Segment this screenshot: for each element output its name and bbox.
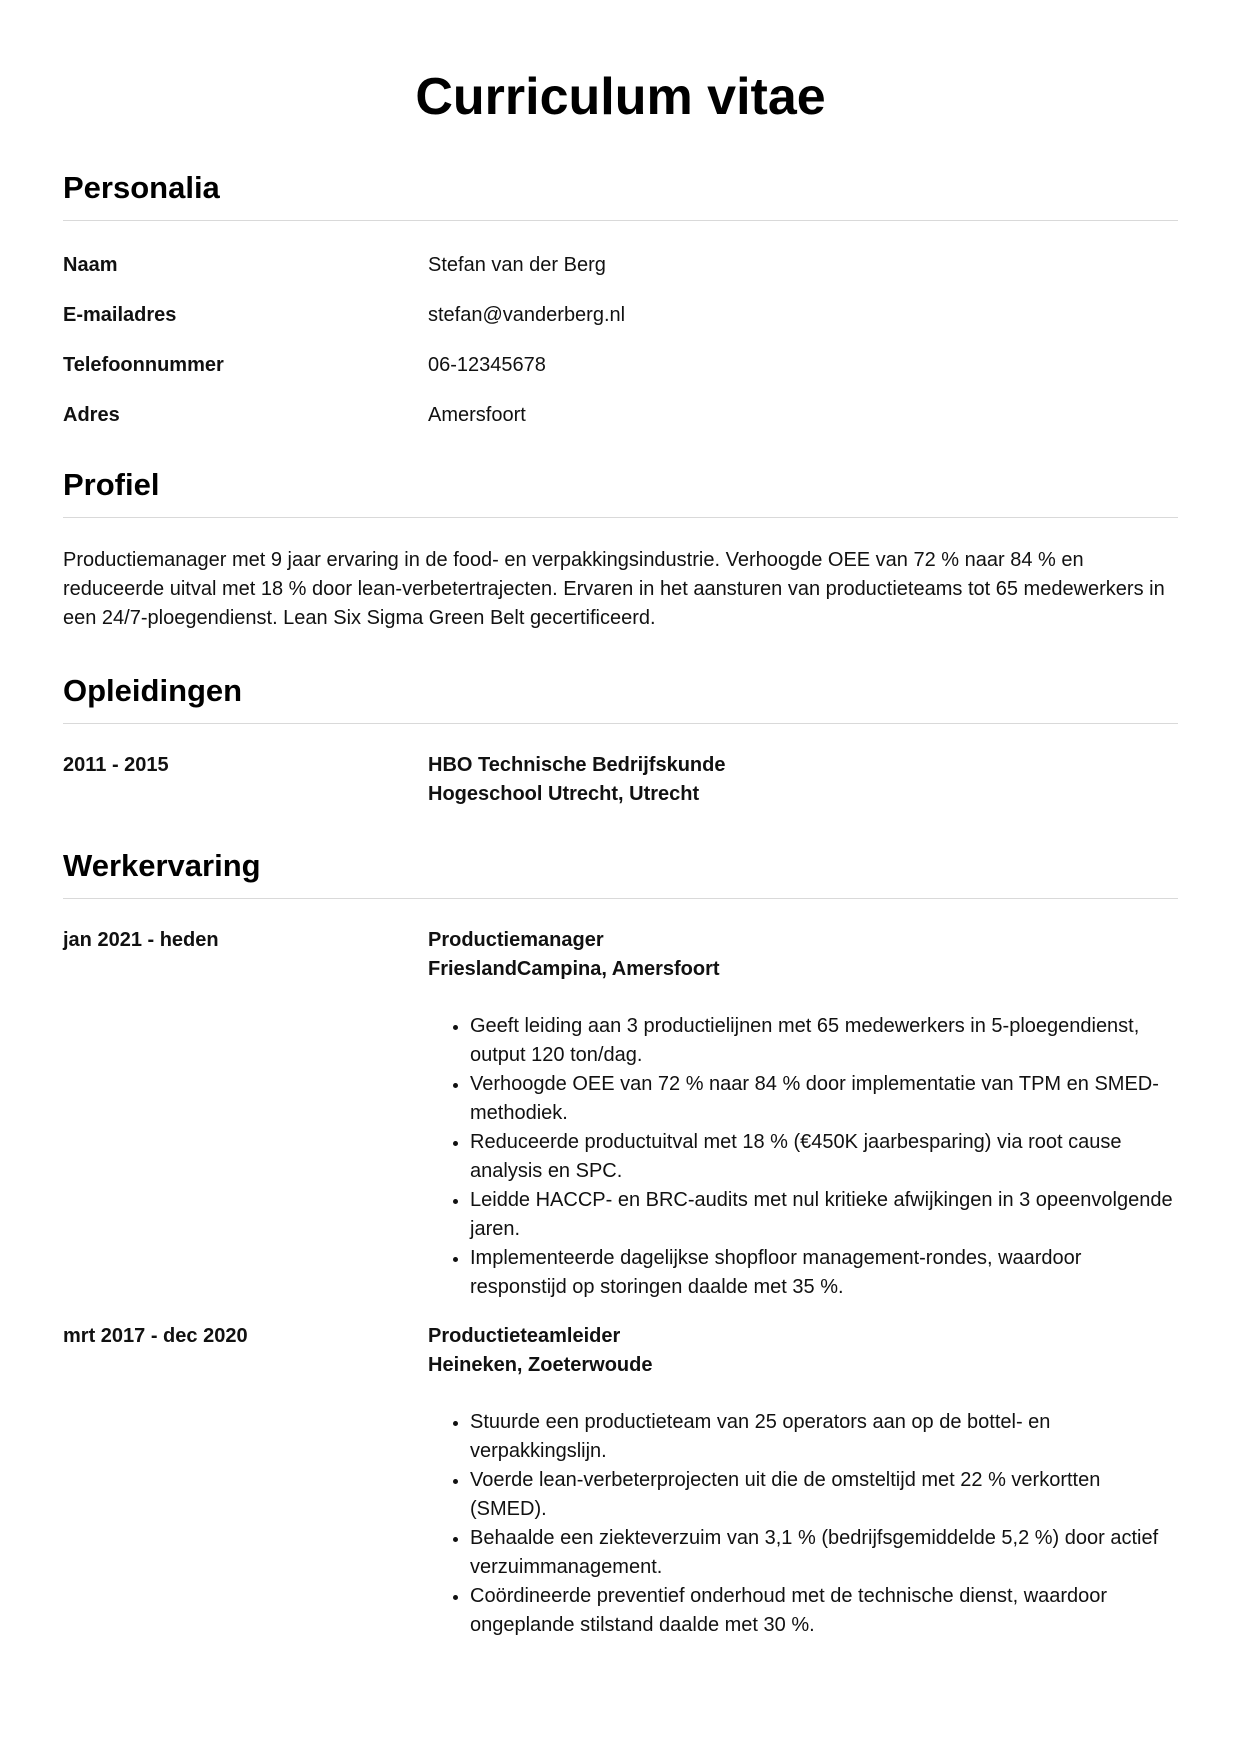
work-company: FrieslandCampina, Amersfoort	[428, 958, 720, 980]
section-personalia	[63, 169, 1178, 440]
work-bullet: • Verhoogde OEE van 72 % naar 84 % door implementatie van TPM en SMED-methodiek.	[470, 1070, 1178, 1128]
work-period: mrt 2017 - dec 2020	[63, 1325, 248, 1347]
section-heading-werkervaring: Werkervaring	[63, 847, 1178, 899]
section-heading-opleidingen: Opleidingen	[63, 672, 1178, 724]
section-profiel	[63, 466, 1178, 633]
education-period: 2011 - 2015	[63, 754, 169, 776]
section-heading-personalia: Personalia	[63, 169, 1178, 221]
personalia-label: Telefoonnummer	[63, 354, 224, 376]
personalia-value: Stefan van der Berg	[428, 254, 606, 276]
personalia-table	[63, 240, 1178, 440]
personalia-label: Adres	[63, 404, 120, 426]
work-entry	[63, 926, 1178, 1302]
work-bullet: • Stuurde een productieteam van 25 operators aan op de bottel- en verpakkingslijn.	[470, 1408, 1178, 1466]
work-period: jan 2021 - heden	[63, 929, 219, 951]
education-degree: HBO Technische Bedrijfskunde	[428, 754, 726, 776]
profile-summary: Productiemanager met 9 jaar ervaring in de food- en verpakkingsindustrie. Verhoogde OEE van 72 % naar 84 % en reduceerde uitval met 18 % door lean-verbetertrajecten. Ervaren in het aansturen van productieteams tot 65 medewerkers in een 24/7-ploegendienst. Lean Six Sigma Green Belt gecertificeerd.	[63, 549, 1165, 629]
personalia-row-email	[63, 290, 1178, 340]
personalia-row-naam	[63, 240, 1178, 290]
work-entry	[63, 1322, 1178, 1640]
section-heading-profiel: Profiel	[63, 466, 1178, 518]
education-body	[428, 751, 1178, 809]
education-institution: Hogeschool Utrecht, Utrecht	[428, 783, 700, 805]
work-bullet: • Reduceerde productuitval met 18 % (€450K jaarbesparing) via root cause analysis en SPC.	[470, 1128, 1178, 1186]
document-title: Curriculum vitae	[415, 68, 826, 126]
work-bullet-list	[428, 1408, 1178, 1640]
work-bullet: • Leidde HACCP- en BRC-audits met nul kritieke afwijkingen in 3 opeenvolgende jaren.	[470, 1186, 1178, 1244]
work-body	[428, 926, 1178, 1302]
work-bullet-list	[428, 1012, 1178, 1302]
personalia-row-adres	[63, 390, 1178, 440]
personalia-row-telefoon	[63, 340, 1178, 390]
personalia-label: E-mailadres	[63, 304, 177, 326]
work-body	[428, 1322, 1178, 1640]
personalia-value: stefan@vanderberg.nl	[428, 304, 626, 326]
work-bullet: • Behaalde een ziekteverzuim van 3,1 % (bedrijfsgemiddelde 5,2 %) door actief verzuimmanagement.	[470, 1524, 1178, 1582]
work-bullet: • Implementeerde dagelijkse shopfloor management-rondes, waardoor responstijd op storingen daalde met 35 %.	[470, 1244, 1178, 1302]
work-job-title: Productieteamleider	[428, 1325, 621, 1347]
personalia-label: Naam	[63, 254, 118, 276]
education-entry	[63, 751, 1178, 809]
section-opleidingen	[63, 672, 1178, 809]
personalia-value: Amersfoort	[428, 404, 526, 426]
work-company: Heineken, Zoeterwoude	[428, 1354, 653, 1376]
section-werkervaring	[63, 847, 1178, 1640]
work-job-title: Productiemanager	[428, 929, 604, 951]
work-bullet: • Coördineerde preventief onderhoud met de technische dienst, waardoor ongeplande stilstand daalde met 30 %.	[470, 1582, 1178, 1640]
work-bullet: • Voerde lean-verbeterprojecten uit die de omsteltijd met 22 % verkortten (SMED).	[470, 1466, 1178, 1524]
work-bullet: • Geeft leiding aan 3 productielijnen met 65 medewerkers in 5-ploegendienst, output 120 ton/dag.	[470, 1012, 1178, 1070]
personalia-value: 06-12345678	[428, 354, 546, 376]
